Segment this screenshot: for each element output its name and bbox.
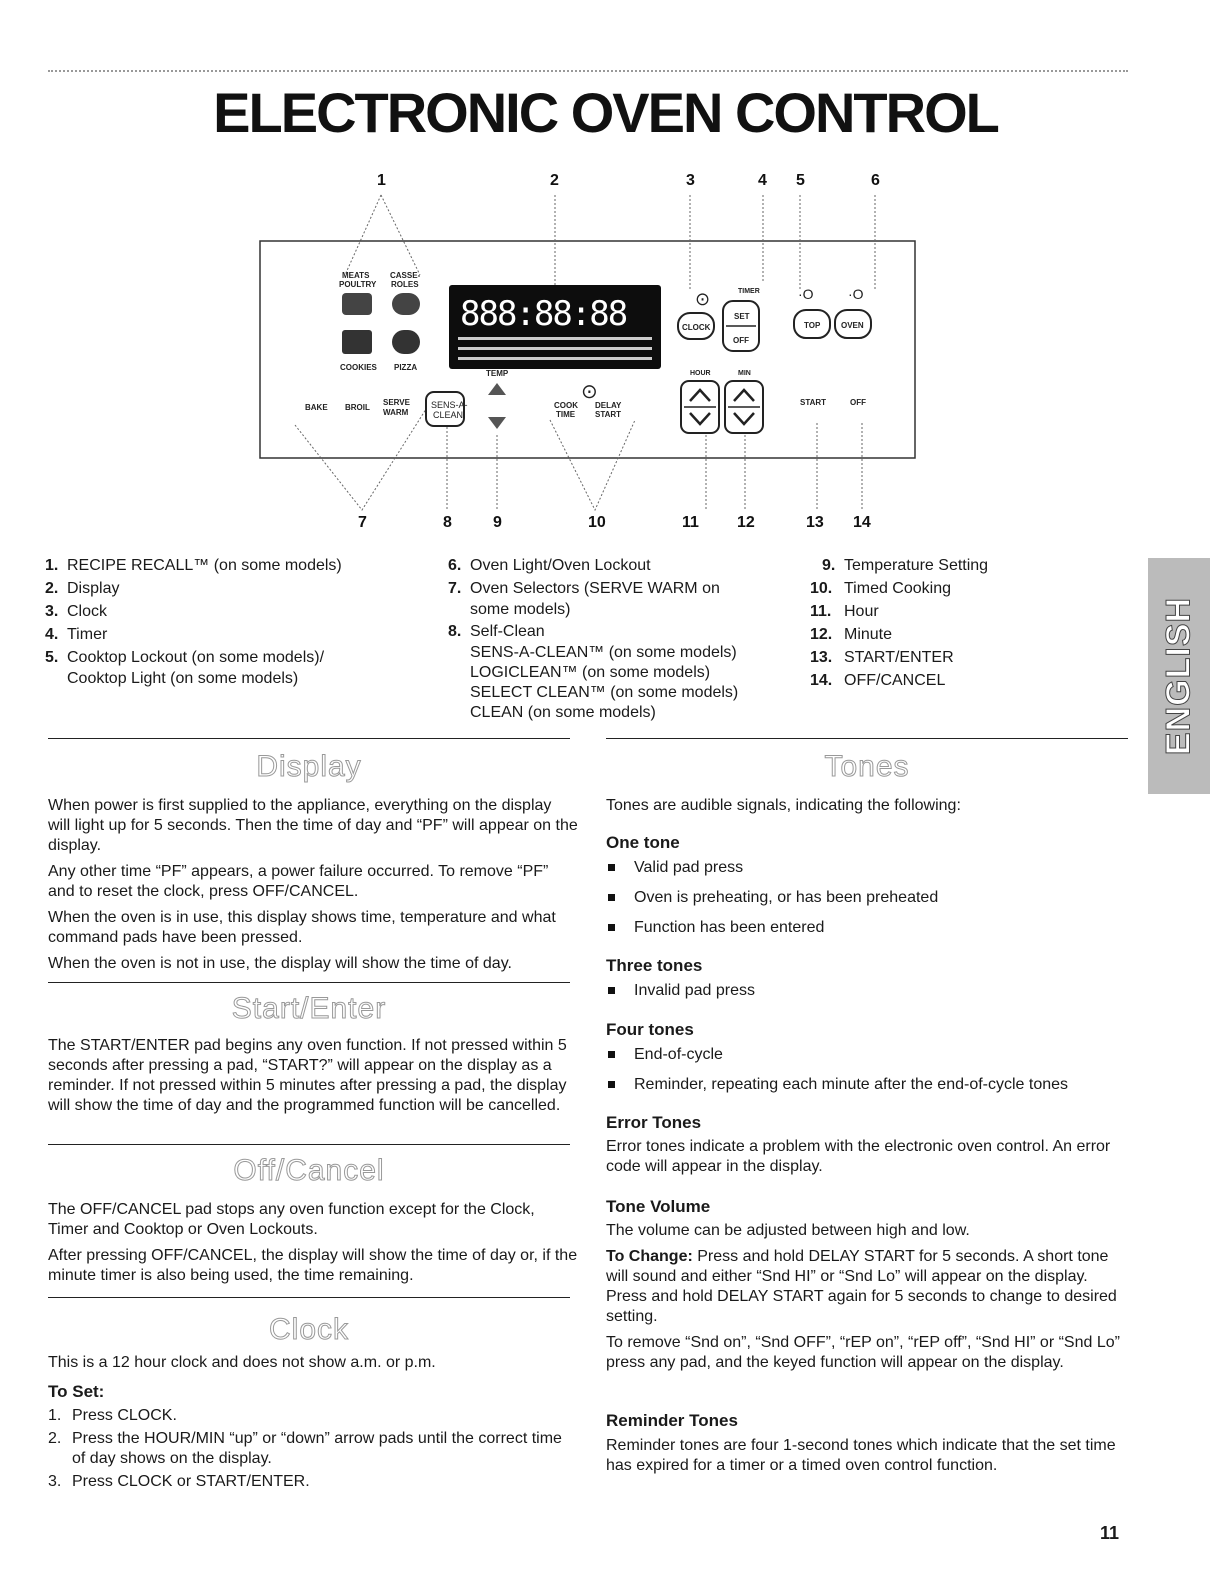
svg-text:CLOCK: CLOCK [682,323,711,332]
legend-item: 14. OFF/CANCEL [810,672,946,689]
tones-heading: Tones [824,750,910,783]
control-panel-diagram [250,165,940,535]
svg-text:HOUR: HOUR [690,370,711,377]
legend-item: 3. Clock [45,603,108,620]
svg-text:MEATS: MEATS [342,271,370,280]
svg-text:START: START [800,398,827,407]
step: 2. Press the HOUR/MIN “up” or “down” arrow pads until the correct time of day shows on the display. [48,1430,562,1467]
svg-text:⊙: ⊙ [581,381,598,403]
list-item: Reminder, repeating each minute after the end-of-cycle tones [606,1075,1146,1105]
four-tones-label: Four tones [606,1020,694,1039]
svg-text:·O: ·O [798,286,814,302]
callout-7: 7 [358,514,367,531]
list-item: Oven is preheating, or has been preheated [606,888,1126,918]
section-rule [48,1297,570,1298]
language-side-tab: ENGLISH [1148,558,1210,794]
legend-item: 11. Hour [810,603,879,620]
one-tone-label: One tone [606,833,680,852]
page-number: 11 [1100,1523,1120,1543]
svg-text:CLEAN: CLEAN [433,410,464,420]
svg-text:TEMP: TEMP [486,369,509,378]
svg-text:DELAY: DELAY [595,401,622,410]
legend-item: 12. Minute [810,626,893,643]
list-item: Invalid pad press [606,981,1126,1011]
svg-text:SENS-A-: SENS-A- [431,400,468,410]
svg-text:·O: ·O [848,286,864,302]
off-cancel-body: The OFF/CANCEL pad stops any oven function except for the Clock, Timer and Cooktop or Oven Lockouts. After pressing OFF/CANCEL, the display will show the time of day or, if the minute timer is also being used, the time remaining. [48,1201,578,1284]
svg-text:OVEN: OVEN [841,321,864,330]
clock-steps [48,1406,568,1495]
callout-9: 9 [493,514,502,531]
svg-text:SERVE: SERVE [383,398,410,407]
callout-14: 14 [853,514,871,531]
svg-text:COOKIES: COOKIES [340,363,377,372]
start-enter-heading: Start/Enter [231,992,387,1025]
section-rule [48,738,570,739]
legend-column-3 [810,554,1110,692]
svg-text:OFF: OFF [850,398,866,407]
callout-2: 2 [550,172,559,189]
callout-3: 3 [686,172,695,189]
list-item: Function has been entered [606,918,1126,948]
off-cancel-heading: Off/Cancel [233,1154,385,1187]
list-item: End-of-cycle [606,1045,1146,1075]
three-tones-list [606,981,1126,1011]
one-tone-list [606,858,1126,948]
start-enter-body: The START/ENTER pad begins any oven function. If not pressed within 5 seconds after pressing a pad, “START?” will appear on the display as a reminder. If not pressed within 5 minutes after pressing a pad, the display will show the time of day and the programmed function will be cancelled. [48,1037,567,1114]
svg-text:OFF: OFF [733,336,749,345]
svg-text:POULTRY: POULTRY [339,280,377,289]
top-dotted-rule [48,70,1128,72]
section-rule [48,1144,570,1145]
page-title: ELECTRONIC OVEN CONTROL [213,81,998,144]
svg-text:PIZZA: PIZZA [394,363,418,372]
svg-text:CASSE-: CASSE- [390,271,421,280]
svg-text:TIME: TIME [556,410,576,419]
callout-6: 6 [871,172,880,189]
svg-text:TIMER: TIMER [738,288,760,295]
svg-text:MIN: MIN [738,370,751,377]
legend-column-1 [45,554,425,689]
legend-item: 2. Display [45,580,120,597]
svg-text:BROIL: BROIL [345,403,370,412]
legend-item: 13. START/ENTER [810,649,954,666]
svg-text:ROLES: ROLES [391,280,419,289]
tone-volume-body: The volume can be adjusted between high and low. To Change: Press and hold DELAY START for 5 seconds. A short tone will sound and either “Snd HI” or “Snd Lo” will appear on the display. Press and hold DELAY START again for 5 seconds to change to desired setting. To remove “Snd on”, “Snd OFF”, “rEP on”, “rEP off”, “Snd HI” or “Snd Lo” press any pad, and the keyed function will appear on the display. [606,1222,1120,1371]
callout-1: 1 [377,172,386,189]
section-rule [48,982,570,983]
step: 3. Press CLOCK or START/ENTER. [48,1473,310,1490]
tone-volume-label: Tone Volume [606,1197,711,1216]
legend-item: 1. RECIPE RECALL™ (on some models) [45,557,342,574]
clock-heading: Clock [268,1313,349,1346]
svg-text:BAKE: BAKE [305,403,328,412]
four-tones-list [606,1045,1146,1105]
display-body: When power is first supplied to the appliance, everything on the display will light up for 5 seconds. Then the time of day and “PF” will appear on the display. Any other time “PF” appears, a power failure occurred. To remove “PF” and to reset the clock, press OFF/CANCEL. When the oven is in use, this display shows time, temperature and what command pads have been pressed. When the oven is not in use, the display will show the time of day. [48,797,578,972]
display-heading: Display [256,750,362,783]
step: 1. Press CLOCK. [48,1407,177,1424]
to-set-label: To Set: [48,1382,105,1401]
callout-12: 12 [737,514,755,531]
error-tones-label: Error Tones [606,1113,702,1132]
legend-item: 8. Self-Clean SENS-A-CLEAN™ (on some models) LOGICLEAN™ (on some models) SELECT CLEAN™ (on some models) CLEAN (on some models) [448,623,739,721]
error-tones-text: Error tones indicate a problem with the electronic oven control. An error code will appear in the display. [606,1138,1111,1175]
reminder-tones-text: Reminder tones are four 1-second tones which indicate that the set time has expired for a timer or a timed oven control function. [606,1437,1116,1474]
legend-item: 6. Oven Light/Oven Lockout [448,557,651,574]
section-rule [606,738,1128,739]
callout-8: 8 [443,514,452,531]
svg-text:⊙: ⊙ [695,289,711,309]
callout-4: 4 [758,172,767,189]
callout-11: 11 [682,514,699,531]
list-item: Valid pad press [606,858,1126,888]
svg-text:TOP: TOP [804,321,821,330]
svg-text:SET: SET [734,312,750,321]
legend-item: 9. Temperature Setting [822,557,989,574]
legend-item: 7. Oven Selectors (SERVE WARM on some models) [448,580,720,618]
callout-10: 10 [588,514,606,531]
callout-13: 13 [806,514,824,531]
reminder-tones-label: Reminder Tones [606,1411,738,1430]
clock-intro: This is a 12 hour clock and does not show a.m. or p.m. [48,1354,436,1371]
legend-column-2 [448,554,808,723]
three-tones-label: Three tones [606,956,703,975]
tones-intro: Tones are audible signals, indicating the following: [606,797,961,814]
svg-text:888:88:88: 888:88:88 [460,294,627,334]
svg-text:START: START [595,410,622,419]
svg-text:COOK: COOK [554,401,578,410]
svg-text:WARM: WARM [383,408,409,417]
callout-5: 5 [796,172,805,189]
legend-item: 10. Timed Cooking [810,580,952,597]
legend-item: 5. Cooktop Lockout (on some models)/ Cooktop Light (on some models) [45,649,325,687]
legend-item: 4. Timer [45,626,108,643]
